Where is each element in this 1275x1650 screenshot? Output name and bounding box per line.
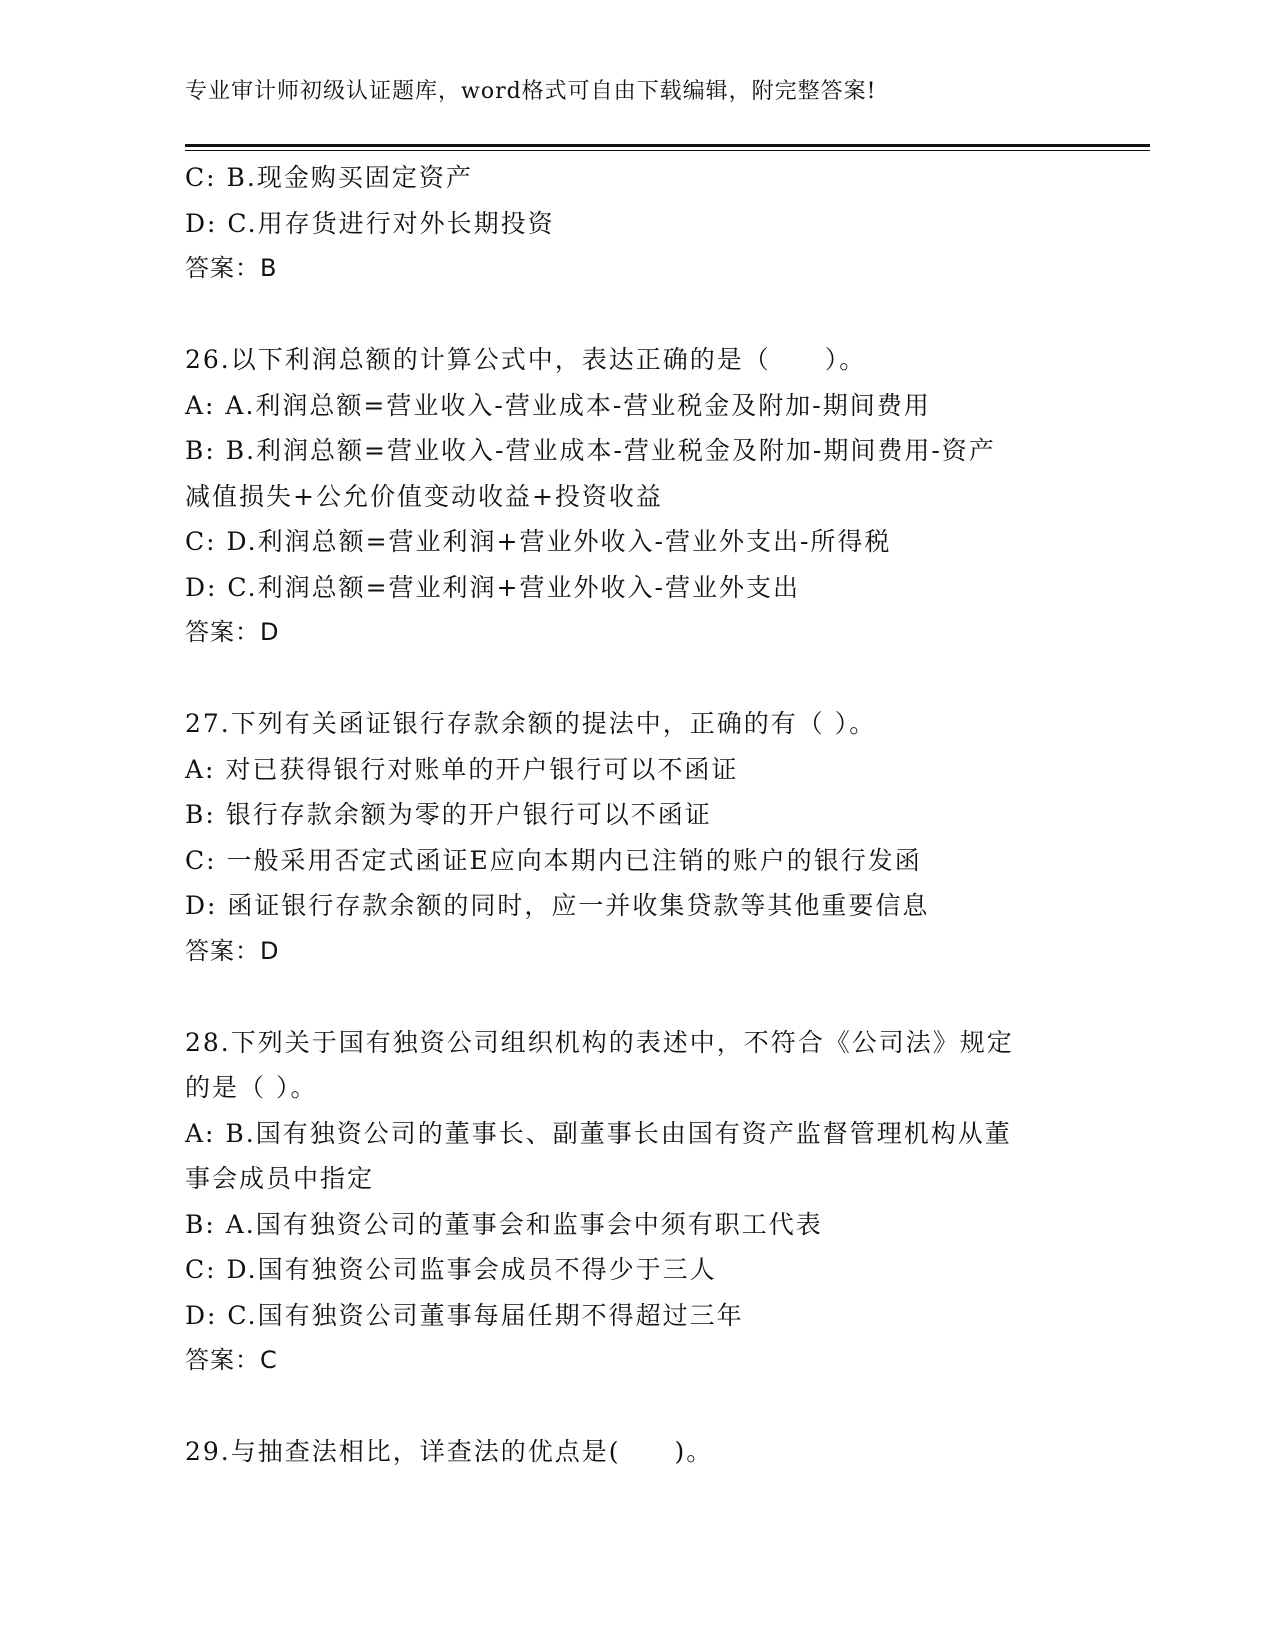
- spacer: [185, 292, 1085, 338]
- question-stem: 27.下列有关函证银行存款余额的提法中，正确的有（ ）。: [185, 709, 877, 738]
- option-d: D: C.国有独资公司董事每届任期不得超过三年: [185, 1300, 744, 1330]
- question-stem: 29.与抽查法相比，详查法的优点是( )。: [185, 1437, 714, 1466]
- answer-line: 答案：C: [185, 1346, 278, 1374]
- spacer: [185, 1384, 1085, 1430]
- option-a-continued: 事会成员中指定: [185, 1164, 375, 1193]
- question-stem-continued: 的是（ ）。: [185, 1073, 318, 1102]
- document-body: [185, 155, 1085, 1475]
- option-c: C: D.利润总额=营业利润+营业外收入-营业外支出-所得税: [185, 527, 892, 556]
- option-a: A: A.利润总额=营业收入-营业成本-营业税金及附加-期间费用: [185, 390, 931, 420]
- page-header: 专业审计师初级认证题库，word格式可自由下载编辑，附完整答案!: [185, 79, 877, 104]
- answer-line: 答案：D: [185, 618, 280, 646]
- answer-line: 答案：D: [185, 936, 280, 965]
- option-b: B: 银行存款余额为零的开户银行可以不函证: [185, 800, 712, 829]
- option-b-continued: 减值损失+公允价值变动收益+投资收益: [185, 481, 663, 511]
- question-stem: 26.以下利润总额的计算公式中，表达正确的是（ ）。: [185, 345, 867, 374]
- option-a: A: B.国有独资公司的董事长、副董事长由国有资产监督管理机构从董: [185, 1118, 1012, 1148]
- question-25-continuation: [185, 155, 1085, 292]
- option-c: C: 一般采用否定式函证E应向本期内已注销的账户的银行发函: [185, 845, 922, 875]
- option-d: D: C.用存货进行对外长期投资: [185, 208, 555, 238]
- question-27: [185, 701, 1085, 974]
- option-c: C: B.现金购买固定资产: [185, 163, 473, 192]
- question-28: [185, 1020, 1085, 1384]
- question-29: [185, 1429, 1085, 1475]
- option-d: D: C.利润总额=营业利润+营业外收入-营业外支出: [185, 572, 800, 602]
- question-26: [185, 337, 1085, 656]
- answer-line: 答案：B: [185, 254, 278, 282]
- spacer: [185, 656, 1085, 702]
- option-b: B: A.国有独资公司的董事会和监事会中须有职工代表: [185, 1209, 823, 1239]
- option-a: A: 对已获得银行对账单的开户银行可以不函证: [185, 754, 739, 784]
- spacer: [185, 974, 1085, 1020]
- option-d: D: 函证银行存款余额的同时，应一并收集贷款等其他重要信息: [185, 891, 930, 920]
- header-rule-thick: [185, 144, 1150, 147]
- question-stem: 28.下列关于国有独资公司组织机构的表述中，不符合《公司法》规定: [185, 1027, 1014, 1057]
- header-rule-thin: [185, 150, 1150, 151]
- option-b: B: B.利润总额=营业收入-营业成本-营业税金及附加-期间费用-资产: [185, 436, 996, 465]
- option-c: C: D.国有独资公司监事会成员不得少于三人: [185, 1255, 717, 1284]
